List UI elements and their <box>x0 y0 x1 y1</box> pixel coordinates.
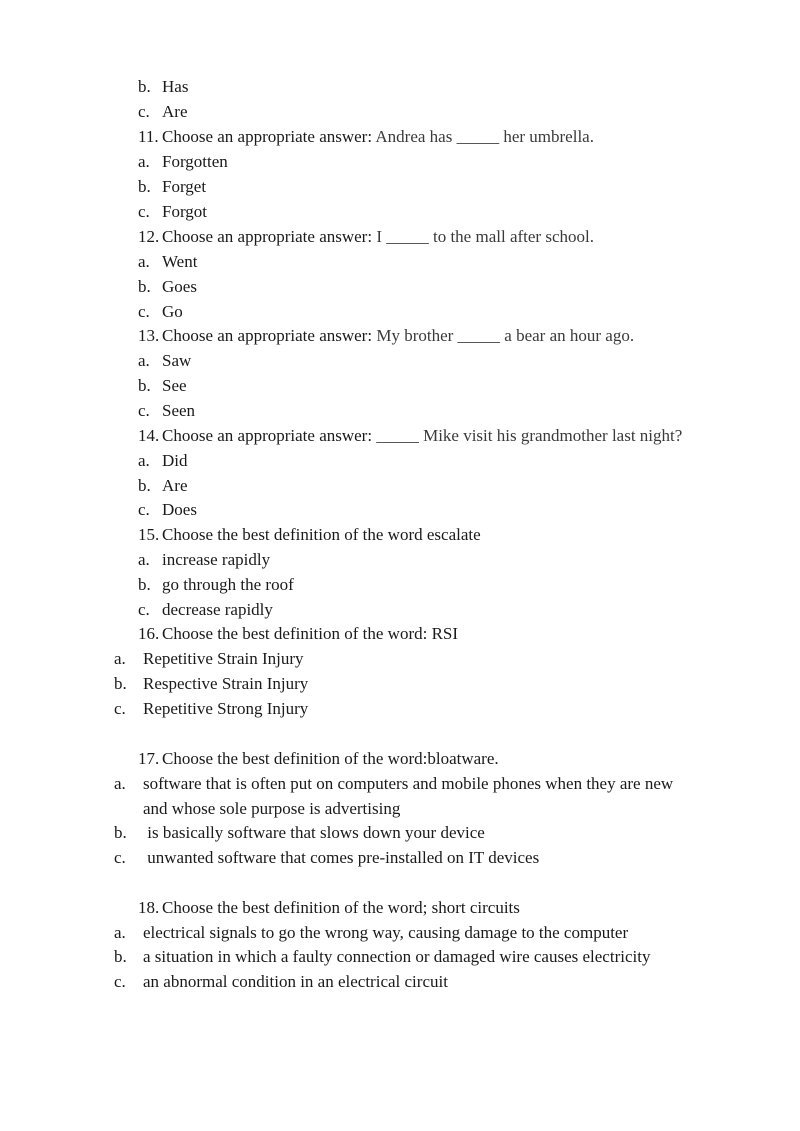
list-item <box>138 201 207 223</box>
option-label: a. <box>114 774 126 793</box>
option-text: software that is often put on computers and mobile phones when they are new <box>143 774 674 793</box>
option-text: Goes <box>162 277 197 296</box>
option-text: Does <box>162 500 197 519</box>
option-label: a. <box>138 550 150 569</box>
question-number: 17. <box>138 749 160 768</box>
option-text: Forgotten <box>162 152 228 171</box>
option-label: c. <box>114 699 126 718</box>
question-stem: My brother _____ a bear an hour ago. <box>372 326 635 345</box>
list-item <box>138 301 183 323</box>
list-item <box>138 499 197 521</box>
option-text: Repetitive Strong Injury <box>143 699 309 718</box>
list-item <box>114 648 304 670</box>
list-item <box>138 450 188 472</box>
option-label: b. <box>138 376 151 395</box>
list-item <box>114 971 448 993</box>
option-text: Go <box>162 302 183 321</box>
question-11 <box>138 126 594 148</box>
option-label: b. <box>138 277 151 296</box>
option-text: Respective Strain Injury <box>143 674 309 693</box>
option-label: c. <box>114 972 126 991</box>
list-item <box>138 276 197 298</box>
question-number: 14. <box>138 426 160 445</box>
list-item <box>138 375 187 397</box>
option-label: a. <box>114 923 126 942</box>
option-text: unwanted software that comes pre-installed on IT devices <box>143 848 540 867</box>
question-number: 13. <box>138 326 160 345</box>
list-item <box>138 574 294 596</box>
question-task: Choose the best definition of the word escalate <box>162 525 481 544</box>
option-label: c. <box>138 500 150 519</box>
option-label: c. <box>138 600 150 619</box>
option-text: and whose sole purpose is advertising <box>143 799 401 818</box>
question-task: Choose the best definition of the word:bloatware. <box>162 749 499 768</box>
option-label: b. <box>114 823 127 842</box>
question-17 <box>138 748 499 770</box>
question-task: Choose the best definition of the word: RSI <box>162 624 459 643</box>
question-12 <box>138 226 594 248</box>
option-text: an abnormal condition in an electrical circuit <box>143 972 448 991</box>
option-text: go through the roof <box>162 575 294 594</box>
list-item <box>114 822 485 844</box>
option-label: a. <box>138 451 150 470</box>
list-item <box>138 151 228 173</box>
option-text: Repetitive Strain Injury <box>143 649 304 668</box>
option-text: Are <box>162 102 188 121</box>
option-text: increase rapidly <box>162 550 271 569</box>
list-item <box>114 946 650 968</box>
option-label: c. <box>138 401 150 420</box>
option-label: c. <box>114 848 126 867</box>
question-stem: _____ Mike visit his grandmother last night? <box>372 426 683 445</box>
list-item <box>138 176 206 198</box>
option-label: a. <box>138 351 150 370</box>
question-13 <box>138 325 634 347</box>
list-item <box>114 698 308 720</box>
option-text: a situation in which a faulty connection or damaged wire causes electricity <box>143 947 651 966</box>
option-label: c. <box>138 202 150 221</box>
list-item <box>138 549 270 571</box>
option-label: c. <box>138 102 150 121</box>
question-16 <box>138 623 458 645</box>
question-task: Choose the best definition of the word; short circuits <box>162 898 520 917</box>
option-text: Seen <box>162 401 196 420</box>
option-label: c. <box>138 302 150 321</box>
question-number: 12. <box>138 227 160 246</box>
list-item <box>114 847 539 869</box>
option-text: Did <box>162 451 188 470</box>
list-item <box>138 400 195 422</box>
list-item <box>114 673 308 695</box>
option-text: See <box>162 376 187 395</box>
option-label: a. <box>138 152 150 171</box>
list-item <box>138 76 188 98</box>
option-text: Has <box>162 77 189 96</box>
question-task: Choose an appropriate answer: <box>162 227 373 246</box>
list-item <box>138 475 187 497</box>
option-text: decrease rapidly <box>162 600 273 619</box>
question-stem: I _____ to the mall after school. <box>372 227 594 246</box>
option-label: b. <box>114 674 127 693</box>
question-number: 16. <box>138 624 160 643</box>
question-number: 15. <box>138 525 160 544</box>
list-item <box>114 773 673 795</box>
option-label: b. <box>138 476 151 495</box>
question-task: Choose an appropriate answer: <box>162 127 373 146</box>
option-text: electrical signals to go the wrong way, causing damage to the computer <box>143 923 629 942</box>
question-18 <box>138 897 520 919</box>
option-text: Forget <box>162 177 207 196</box>
option-text: Went <box>162 252 198 271</box>
option-label: b. <box>138 77 151 96</box>
list-item <box>114 798 400 820</box>
option-label: b. <box>114 947 127 966</box>
option-text: Are <box>162 476 188 495</box>
list-item <box>114 922 628 944</box>
option-label: a. <box>138 252 150 271</box>
question-task: Choose an appropriate answer: <box>162 426 373 445</box>
question-number: 18. <box>138 898 160 917</box>
list-item <box>138 350 191 372</box>
option-label: a. <box>114 649 126 668</box>
list-item <box>138 101 187 123</box>
list-item <box>138 599 273 621</box>
question-number: 11. <box>138 127 159 146</box>
question-task: Choose an appropriate answer: <box>162 326 373 345</box>
question-14 <box>138 425 682 447</box>
option-label: b. <box>138 177 151 196</box>
option-text: is basically software that slows down your device <box>143 823 485 842</box>
question-stem: Andrea has _____ her umbrella. <box>372 127 594 146</box>
question-15 <box>138 524 481 546</box>
option-text: Forgot <box>162 202 208 221</box>
list-item <box>138 251 197 273</box>
option-label: b. <box>138 575 151 594</box>
option-text: Saw <box>162 351 192 370</box>
